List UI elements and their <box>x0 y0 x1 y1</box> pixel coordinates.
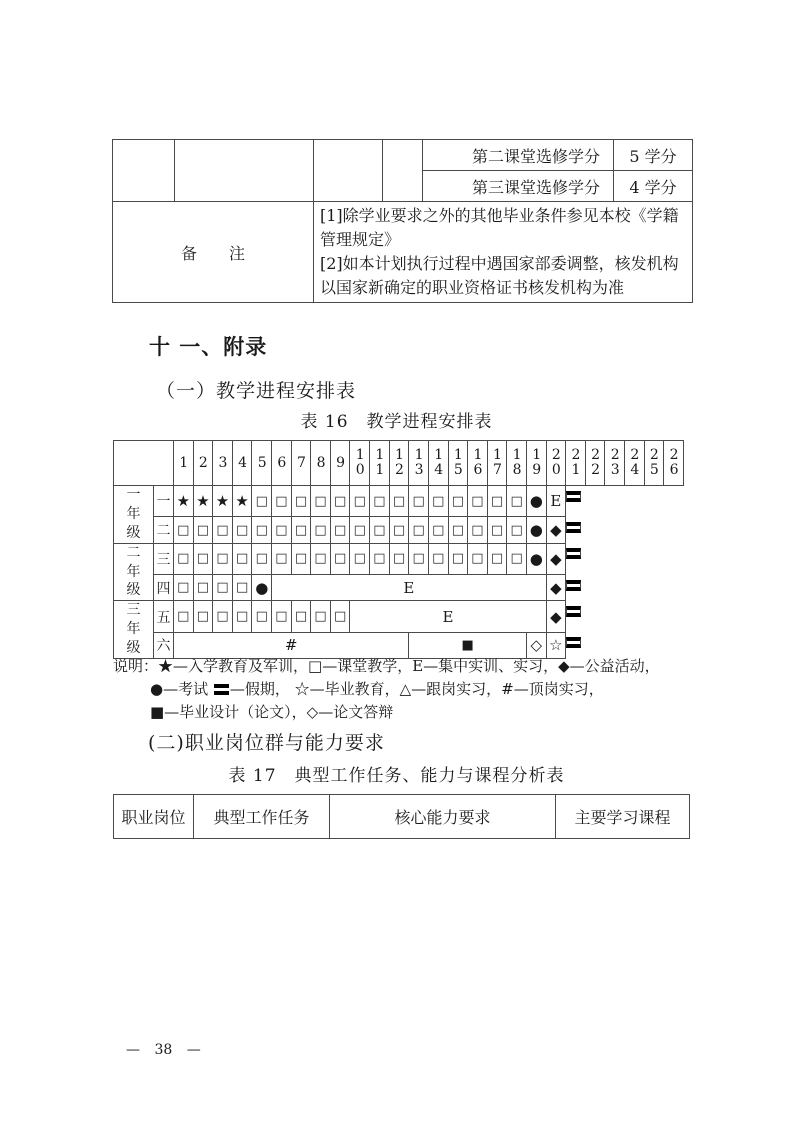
subsection-heading-2: (二)职业岗位群与能力要求 <box>148 732 385 754</box>
schedule-cell-sq: □ <box>213 543 233 575</box>
remark-text <box>314 202 693 303</box>
table16-caption: 表 16 教学进程安排表 <box>300 412 493 432</box>
week-header-18: 18 <box>507 441 527 486</box>
remark-line: [2]如本计划执行过程中遇国家部委调整，核发机构以国家新确定的职业资格证书核发机构为准 <box>320 254 679 297</box>
remark-label: 备 注 <box>113 202 314 303</box>
teaching-schedule-table <box>113 440 684 659</box>
week-header-23: 23 <box>605 441 625 486</box>
schedule-cell-E: E <box>350 601 546 633</box>
schedule-cell-sq: □ <box>291 517 311 543</box>
schedule-cell-break <box>566 491 581 502</box>
credits-remarks-table <box>112 139 693 303</box>
table17-header-row <box>114 795 690 839</box>
schedule-cell-sq: □ <box>330 543 350 575</box>
schedule-cell-sq: □ <box>487 517 507 543</box>
schedule-cell-sq: □ <box>350 543 370 575</box>
remarks-row <box>113 202 693 303</box>
column-header: 核心能力要求 <box>330 795 556 839</box>
week-header-10: 10 <box>350 441 370 486</box>
week-header-6: 6 <box>272 441 292 486</box>
schedule-cell-hash: # <box>174 632 409 658</box>
schedule-cell-sq: □ <box>487 486 507 517</box>
schedule-cell-sq: □ <box>193 517 213 543</box>
schedule-cell-sq: □ <box>291 601 311 633</box>
schedule-cell-sq: □ <box>252 543 272 575</box>
schedule-cell-sq: □ <box>428 543 448 575</box>
schedule-cell-sq: □ <box>291 543 311 575</box>
vacation-bar-icon <box>567 615 581 617</box>
vacation-bar-icon <box>567 646 581 648</box>
week-header-12: 12 <box>389 441 409 486</box>
schedule-row <box>114 543 684 575</box>
week-header-19: 19 <box>526 441 546 486</box>
semester-cell: 六 <box>154 632 174 658</box>
column-header: 典型工作任务 <box>194 795 330 839</box>
schedule-row <box>114 575 684 601</box>
grade-cell: 二年级 <box>114 543 154 601</box>
table17-caption: 表 17 典型工作任务、能力与课程分析表 <box>228 766 565 786</box>
schedule-cell-sq: □ <box>370 517 390 543</box>
schedule-cell-sq: □ <box>213 601 233 633</box>
vacation-bar-icon <box>567 531 581 533</box>
semester-cell: 四 <box>154 575 174 601</box>
week-header-7: 7 <box>291 441 311 486</box>
schedule-cell-sq: □ <box>193 543 213 575</box>
credit-label: 第二课堂选修学分 <box>423 140 614 171</box>
schedule-cell-sq: □ <box>232 601 252 633</box>
semester-cell: 一 <box>154 486 174 517</box>
corner-cell <box>114 441 174 486</box>
schedule-cell-sq: □ <box>507 486 527 517</box>
schedule-cell-sq: □ <box>428 517 448 543</box>
schedule-cell-diamond: ◆ <box>546 543 566 575</box>
column-header: 主要学习课程 <box>556 795 690 839</box>
schedule-cell-sq: □ <box>193 601 213 633</box>
schedule-cell-dot: ● <box>526 517 546 543</box>
schedule-cell-sq: □ <box>311 486 331 517</box>
schedule-cell-sq: □ <box>409 543 429 575</box>
week-header-21: 21 <box>566 441 586 486</box>
week-header-5: 5 <box>252 441 272 486</box>
subsection-heading-1: （一）教学进程安排表 <box>156 380 357 402</box>
schedule-cell-sq: □ <box>468 543 488 575</box>
schedule-cell-star: ★ <box>193 486 213 517</box>
schedule-cell-sq: □ <box>252 601 272 633</box>
schedule-cell-sq: □ <box>468 517 488 543</box>
schedule-cell-sq: □ <box>174 517 194 543</box>
schedule-cell-sq: □ <box>272 517 292 543</box>
task-analysis-table <box>113 794 690 839</box>
schedule-cell-sq: □ <box>252 486 272 517</box>
vacation-bar-icon <box>567 557 581 559</box>
week-header-11: 11 <box>370 441 390 486</box>
schedule-cell-sq: □ <box>232 543 252 575</box>
schedule-cell-wstar: ☆ <box>546 632 566 658</box>
schedule-cell-sq: □ <box>370 543 390 575</box>
schedule-cell-dot: ● <box>252 575 272 601</box>
empty-cell <box>175 140 314 202</box>
week-header-26: 26 <box>664 441 684 486</box>
schedule-cell-sq: □ <box>174 575 194 601</box>
schedule-cell-sq: □ <box>272 486 292 517</box>
schedule-cell-diamond: ◆ <box>546 601 566 633</box>
grade-cell: 一年级 <box>114 486 154 544</box>
week-header-2: 2 <box>193 441 213 486</box>
schedule-cell-sq: □ <box>311 517 331 543</box>
empty-cell <box>383 140 423 202</box>
schedule-cell-sq: □ <box>330 517 350 543</box>
vacation-bar-icon <box>214 684 229 695</box>
schedule-cell-wdiamond: ◇ <box>526 632 546 658</box>
week-header-22: 22 <box>585 441 605 486</box>
section-heading: 十 一、附录 <box>149 335 268 359</box>
week-header-14: 14 <box>428 441 448 486</box>
schedule-cell-blacksq: ■ <box>409 632 527 658</box>
schedule-cell-sq: □ <box>213 517 233 543</box>
schedule-cell-sq: □ <box>174 543 194 575</box>
schedule-cell-sq: □ <box>252 517 272 543</box>
schedule-cell-dot: ● <box>526 543 546 575</box>
week-header-1: 1 <box>174 441 194 486</box>
credit-value: 4 学分 <box>614 171 693 202</box>
schedule-cell-sq: □ <box>311 601 331 633</box>
empty-cell <box>113 140 175 202</box>
week-header-15: 15 <box>448 441 468 486</box>
week-header-4: 4 <box>232 441 252 486</box>
schedule-cell-break <box>566 522 581 533</box>
schedule-cell-star: ★ <box>174 486 194 517</box>
legend-line-1: 说明：★—入学教育及军训，□—课堂教学，E—集中实训、实习，◆—公益活动， <box>113 657 660 675</box>
week-header-25: 25 <box>644 441 664 486</box>
schedule-cell-diamond: ◆ <box>546 575 566 601</box>
schedule-cell-sq: □ <box>389 543 409 575</box>
week-header-17: 17 <box>487 441 507 486</box>
legend-line-2: ●—考试 —假期， ☆—毕业教育，△—跟岗实习，#—顶岗实习， <box>150 680 604 698</box>
semester-cell: 二 <box>154 517 174 543</box>
schedule-cell-sq: □ <box>389 517 409 543</box>
week-header-13: 13 <box>409 441 429 486</box>
schedule-cell-diamond: ◆ <box>546 517 566 543</box>
week-header-8: 8 <box>311 441 331 486</box>
schedule-cell-sq: □ <box>428 486 448 517</box>
legend-line-3: ■—毕业设计（论文），◇—论文答辩 <box>150 703 394 721</box>
schedule-cell-sq: □ <box>370 486 390 517</box>
credit-label: 第三课堂选修学分 <box>423 171 614 202</box>
schedule-cell-E: E <box>272 575 547 601</box>
schedule-cell-sq: □ <box>311 543 331 575</box>
schedule-cell-sq: □ <box>448 486 468 517</box>
schedule-cell-sq: □ <box>468 486 488 517</box>
schedule-cell-star: ★ <box>213 486 233 517</box>
week-header-16: 16 <box>468 441 488 486</box>
schedule-row <box>114 517 684 543</box>
legend-prefix: 说明： <box>113 657 159 675</box>
vacation-bar-icon <box>567 589 581 591</box>
table-row <box>113 140 693 171</box>
credit-value: 5 学分 <box>614 140 693 171</box>
schedule-cell-sq: □ <box>409 486 429 517</box>
schedule-cell-sq: □ <box>350 486 370 517</box>
schedule-cell-sq: □ <box>448 543 468 575</box>
vacation-bar-icon <box>567 500 581 502</box>
remark-line: [1]除学业要求之外的其他毕业条件参见本校《学籍管理规定》 <box>320 206 679 249</box>
schedule-cell-sq: □ <box>389 486 409 517</box>
grade-cell: 三年级 <box>114 601 154 659</box>
schedule-cell-sq: □ <box>330 486 350 517</box>
empty-cell <box>314 140 383 202</box>
schedule-cell-sq: □ <box>507 517 527 543</box>
column-header: 职业岗位 <box>114 795 194 839</box>
schedule-cell-sq: □ <box>330 601 350 633</box>
schedule-cell-sq: □ <box>174 601 194 633</box>
schedule-cell-sq: □ <box>487 543 507 575</box>
schedule-cell-sq: □ <box>507 543 527 575</box>
schedule-cell-sq: □ <box>193 575 213 601</box>
schedule-cell-sq: □ <box>448 517 468 543</box>
legend <box>113 655 683 724</box>
schedule-row <box>114 601 684 633</box>
week-header-24: 24 <box>625 441 645 486</box>
schedule-cell-sq: □ <box>272 543 292 575</box>
week-header-9: 9 <box>330 441 350 486</box>
week-header-3: 3 <box>213 441 233 486</box>
schedule-cell-break <box>566 606 581 617</box>
semester-cell: 三 <box>154 543 174 575</box>
schedule-cell-sq: □ <box>272 601 292 633</box>
schedule-cell-star: ★ <box>232 486 252 517</box>
schedule-row <box>114 486 684 517</box>
page-number: — 38 — <box>126 1042 201 1058</box>
schedule-cell-break <box>566 548 581 559</box>
week-header-row <box>114 441 684 486</box>
schedule-cell-dot: ● <box>526 486 546 517</box>
schedule-cell-E: E <box>546 486 566 517</box>
schedule-cell-sq: □ <box>409 517 429 543</box>
week-header-20: 20 <box>546 441 566 486</box>
schedule-cell-break <box>566 637 581 648</box>
semester-cell: 五 <box>154 601 174 633</box>
schedule-cell-sq: □ <box>213 575 233 601</box>
schedule-cell-sq: □ <box>232 517 252 543</box>
schedule-cell-sq: □ <box>232 575 252 601</box>
schedule-cell-sq: □ <box>350 517 370 543</box>
schedule-cell-sq: □ <box>291 486 311 517</box>
schedule-cell-break <box>566 580 581 591</box>
